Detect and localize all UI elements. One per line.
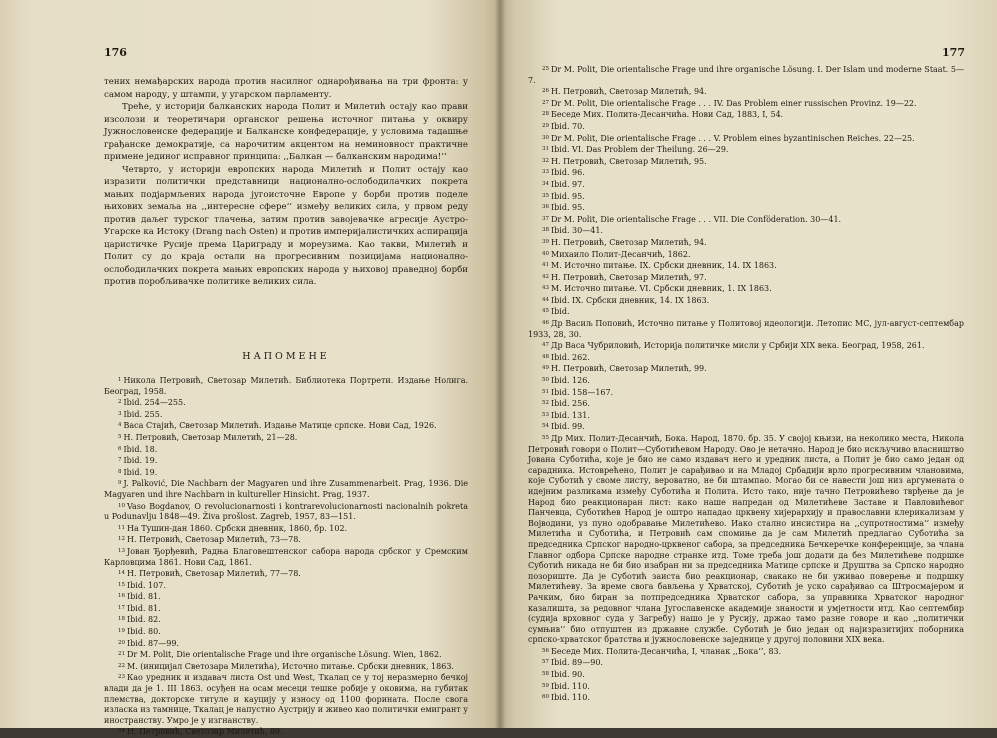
- footnote: [104, 420, 468, 432]
- footnote-number: 56: [542, 647, 549, 654]
- footnote-number: 43: [542, 285, 549, 292]
- footnote-number: 35: [542, 192, 549, 199]
- footnote: [528, 657, 964, 669]
- footnote-number: 2: [118, 399, 122, 406]
- footnote-text: Н. Петровић, Светозар Милетић, 21—28.: [123, 432, 298, 442]
- footnote: [528, 387, 964, 399]
- footnote-number: 52: [542, 400, 549, 407]
- footnote-text: М. Источно питање. IX. Србски дневник, 14. IX 1863.: [551, 261, 777, 271]
- footnote: [528, 692, 964, 704]
- footnote-number: 30: [542, 134, 549, 141]
- footnote-text: Јован Ђорђевић, Радња Благовештенског сабора народа србског у Сремским Карловцима 1861. Нови Сад, 1861.: [104, 546, 468, 567]
- footnote-text: Ibid. 19.: [123, 456, 158, 466]
- footnote-number: 53: [542, 411, 549, 418]
- footnote: [528, 433, 964, 646]
- footnote: [528, 64, 964, 86]
- footnote-number: 23: [118, 674, 125, 681]
- footnote-text: Ibid. 107.: [127, 580, 166, 590]
- footnote-text: Н. Петровић, Светозар Милетић, 94.: [551, 87, 707, 97]
- footnote-text: Н. Петровић, Светозар Милетић, 77—78.: [127, 569, 301, 579]
- footnote-text: Dr M. Polit, Die orientalische Frage . . . VII. Die Conföderation. 30—41.: [551, 214, 842, 224]
- footnote-text: Dr M. Polit, Die orientalische Frage . . . V. Problem eines byzantinischen Reiches. 22—25.: [551, 133, 915, 143]
- footnote: [104, 534, 468, 546]
- footnote-number: 29: [542, 122, 549, 129]
- footnote-number: 1: [118, 377, 122, 383]
- footnote-text: Н. Петровић, Светозар Милетић, 94.: [551, 237, 707, 247]
- footnote-text: Ibid. 126.: [551, 376, 590, 386]
- footnote-number: 16: [118, 593, 125, 600]
- footnote-number: 42: [542, 273, 549, 280]
- left-page-number: 176: [104, 46, 127, 59]
- footnote: [104, 455, 468, 467]
- footnote-number: 9: [118, 480, 122, 487]
- footnote-text: Ibid. 82.: [127, 615, 161, 625]
- footnote-text: На Тушин-дан 1860. Србски дневник, 1860, бр. 102.: [127, 523, 348, 533]
- footnote: [528, 363, 964, 375]
- footnote-text: Dr M. Polit, Die orientalische Frage . . . IV. Das Problem einer russischen Provinz. 19—22.: [551, 98, 917, 108]
- footnote: [104, 726, 468, 738]
- footnote-text: Васа Стајић, Светозар Милетић. Издање Матице српске. Нови Сад, 1926.: [123, 421, 437, 431]
- footnote-text: Др Васиљ Поповић, Источно питање у Политовој идеологији. Летопис МС, јул-август-септембар 1933, 28, 30.: [528, 319, 964, 339]
- footnote: [528, 167, 964, 179]
- footnote-number: 5: [118, 433, 122, 440]
- footnote: [528, 121, 964, 133]
- footnote-number: 33: [542, 169, 549, 176]
- footnote-text: Ibid. 18.: [123, 444, 158, 454]
- footnote-text: Ibid. 262.: [551, 352, 590, 362]
- footnote-number: 44: [542, 296, 549, 303]
- footnote-text: Ibid. 158—167.: [551, 387, 614, 397]
- footnote-number: 3: [118, 410, 122, 417]
- right-page: [500, 0, 997, 728]
- footnote: [528, 144, 964, 156]
- footnote: [104, 614, 468, 626]
- footnote: [104, 591, 468, 603]
- footnote-text: Ibid. VI. Das Problem der Theilung. 26—29.: [551, 145, 729, 155]
- footnote: [104, 546, 468, 568]
- footnote: [528, 225, 964, 237]
- footnote: [104, 467, 468, 479]
- footnote: [528, 98, 964, 110]
- footnote-number: 39: [542, 238, 549, 245]
- footnote-number: 10: [118, 502, 125, 509]
- footnote: [528, 214, 964, 226]
- footnote-number: 49: [542, 365, 549, 372]
- footnote: [528, 306, 964, 318]
- footnote: [104, 626, 468, 638]
- footnote: [528, 237, 964, 249]
- footnote: [104, 568, 468, 580]
- footnote-number: 13: [118, 547, 125, 554]
- footnote-number: 6: [118, 445, 122, 452]
- footnote-number: 60: [542, 694, 549, 701]
- footnote-text: Др Васа Чубриловић, Историја политичке мисли у Србији XIX века. Београд, 1958, 261.: [551, 341, 925, 351]
- footnote-number: 47: [542, 342, 549, 349]
- footnote: [528, 156, 964, 168]
- body-paragraph: Треће, у историји балканских народа Полит и Милетић остају као прави изсолози и теоретичари органског решења источног питања у оквиру Јужнословенске федерације и Балканске конфедерације, у условима тадашње грађанске демократије, са нарочитим акцентом на неминовност практичне примене јединог исправног принципа: ,,Балкан — балканским народима!‘‘: [104, 102, 468, 162]
- footnote-number: 24: [118, 728, 125, 735]
- footnote: [528, 398, 964, 410]
- footnote-text: Ibid. 99.: [551, 422, 585, 432]
- footnote: [528, 340, 964, 352]
- footnote-text: Михаило Полит-Десанчић, 1862.: [551, 249, 691, 259]
- body-paragraph: тених немађарских народа против насилног однарођивања на три фронта: у самом народу, у штампи, у угарском парламенту.: [104, 77, 468, 100]
- footnote: [104, 638, 468, 650]
- footnote: [528, 272, 964, 284]
- footnote-number: 18: [118, 616, 125, 623]
- footnote-text: Ibid. 110.: [551, 681, 590, 691]
- footnote-number: 58: [542, 671, 549, 678]
- footnote-text: Др Мих. Полит-Десанчић, Бока. Народ, 1870. бр. 35. У својој књизи, на неколико места, Никола Петровић говори о Полит—Суботићевом Народу. Ово је нетачно. Народ је био искључиво власништво Јована Суботића, које је био не само издавач него и уредник листа, а Полит је био само један од сарадника. Истоврећено, Полит је сарађивао и на Младој Србадији врло прогресивним члановима, које Суботић у своме листу, вероватно, не би штампао. Могао би се навести још низ аргумената о идејним разликама између Суботића и Полита. Исто тако, није тачно Петровићево тврђење да је Народ био реакционаран лист: како наше напредан од Милетићеве Заставе и Павловићевог Панчевца, Суботићев Народ је оштро нападао црквену хијерархију и православни клерикализам у Војводини, уз пуно одобравање Милетићево. Иако стално инсистира на ,,супротностима‘‘ између Милетића и Суботића, и Петровић сам спомиње да је сам Милетић предлагао Суботића за председника Српског народно-црквеног сабора, за председника Бечкеречке конференције, за члана Главног одбора Српске народне странке итд. Томе треба још додати да без Милетићеве подршке Суботић никада не би био изабран ни за председника Матице српске и Друштва за Српско народно позориште. Да је Суботић заиста био реакционар, свакако не би уживао поверење и подршку Милетићеву. За време свога бављења у Хрватској, Суботић је уско сарађивао са Штросмајером и Рачким, био биран за потпредседника Хрватског сабора, за управника Хрватског народног казалишта, за редовног члана Југославенске академије знаности и умјетности итд. Као септембир (судија врховног суда у Загребу) нашо је у Русију, држао тамо разне говоре и као ,,политички сумњив‘‘ био отпуштен из државне службе. Суботић је био један од најизразитијих поборника српско-хрватског братства и јужнословенске заједнице у другој половини XIX века.: [528, 434, 964, 645]
- footnote-number: 22: [118, 662, 125, 669]
- right-page-number: 177: [942, 46, 965, 59]
- footnote-number: 55: [542, 435, 549, 441]
- footnote: [528, 283, 964, 295]
- footnote: [104, 397, 468, 409]
- footnote-number: 15: [118, 581, 125, 588]
- footnote-text: Ibid. 256.: [551, 399, 590, 409]
- footnote-number: 17: [118, 604, 125, 611]
- right-notes-list: [528, 64, 964, 704]
- footnote-text: Ibid. 110.: [551, 693, 590, 703]
- footnote-number: 25: [542, 66, 549, 72]
- footnote-number: 4: [118, 422, 122, 429]
- footnote-text: Ibid. 87—99.: [127, 638, 179, 648]
- footnote: [528, 133, 964, 145]
- footnote: [528, 681, 964, 693]
- footnote-text: Беседе Мих. Полита-Десанчића, I, чланак ,,Бока‘‘, 83.: [551, 646, 782, 656]
- footnote-text: J. Palković, Die Nachbarn der Magyaren und ihre Zusammenarbeit. Prag, 1936. Die Magyaren und ihre Nachbarn in kultureller Hinsicht. Prag, 1937.: [104, 479, 468, 499]
- footnote: [528, 249, 964, 261]
- left-body-text: [104, 76, 468, 289]
- footnote: [104, 444, 468, 456]
- footnote-text: Ibid. 97.: [551, 179, 585, 189]
- footnote-number: 50: [542, 377, 549, 384]
- footnote: [104, 649, 468, 661]
- footnote-text: Ibid. 80.: [127, 627, 161, 637]
- footnote-text: Н. Петровић, Светозар Милетић, 99.: [551, 364, 707, 374]
- footnote: [528, 318, 964, 340]
- footnote: [528, 421, 964, 433]
- footnote-number: 27: [542, 99, 549, 106]
- footnote-number: 59: [542, 682, 549, 689]
- footnote-text: Ibid. 255.: [123, 409, 163, 419]
- footnote: [528, 669, 964, 681]
- footnote: [528, 179, 964, 191]
- footnote-text: Dr M. Polit, Die orientalische Frage und ihre organische Lösung. I. Der Islam und moderne Staat. 5—7.: [528, 65, 964, 85]
- footnote-text: Н. Петровић, Светозар Милетић, 89.: [127, 727, 283, 737]
- footnote: [104, 432, 468, 444]
- footnote-number: 46: [542, 320, 549, 327]
- footnote-number: 31: [542, 146, 549, 153]
- footnote-text: Никола Петровић, Светозар Милетић. Библиотека Портрети. Издање Нолига. Београд, 1958.: [104, 376, 468, 396]
- footnote-text: Ibid. 95.: [551, 191, 585, 201]
- footnote-text: Ibid. 95.: [551, 203, 585, 213]
- footnote-number: 57: [542, 659, 549, 666]
- footnote-text: Ibid. 131.: [551, 410, 590, 420]
- footnote: [104, 661, 468, 673]
- footnote-number: 37: [542, 215, 549, 222]
- book-gutter: [494, 0, 506, 728]
- footnote: [528, 352, 964, 364]
- footnote: [104, 478, 468, 500]
- footnote-text: Ibid. 254—255.: [123, 398, 186, 408]
- footnote: [104, 603, 468, 615]
- footnote: [528, 260, 964, 272]
- footnote-text: Ibid. 19.: [123, 467, 158, 477]
- body-paragraph: Четврто, у историји европских народа Милетић и Полит остају као изразити политички представници национално-ослободилачких покрета мањих подјармљених народа југоисточне Европе у борби против поделе њихових земаља на ,,интересне сфере‘‘ између великих сила, у првом реду против даљег турског тлачења, затим против завојевачке агресије Аустро-Угарске ка Истоку (Drang nach Osten) и против империјалистичких аспирација царистичке Русије према Цариграду и мореузима. Као такви, Милетић и Полит су до краја остали на прогресивним позицијама национално-ослободилачких покрета мањих европских народа у њиховој праведној борби против поробљивачке политике великих сила.: [104, 164, 468, 287]
- footnote-number: 51: [542, 388, 549, 395]
- footnote-number: 48: [542, 353, 549, 360]
- footnote: [528, 375, 964, 387]
- footnote-number: 36: [542, 204, 549, 211]
- footnote: [104, 375, 468, 397]
- footnote-number: 20: [118, 639, 125, 646]
- footnote-text: М. (иницијал Светозара Милетића), Источно питање. Србски дневник, 1863.: [127, 661, 454, 671]
- footnote: [528, 109, 964, 121]
- footnote-number: 54: [542, 423, 549, 430]
- footnote-number: 26: [542, 88, 549, 95]
- footnote-number: 12: [118, 536, 125, 543]
- footnote-number: 45: [542, 308, 549, 315]
- footnote-text: Ibid. 96.: [551, 168, 585, 178]
- footnote-text: Ibid.: [551, 307, 570, 317]
- footnote: [104, 580, 468, 592]
- footnote: [104, 672, 468, 726]
- footnote-number: 40: [542, 250, 549, 257]
- footnote-text: Dr M. Polit, Die orientalische Frage und ihre organische Lösung. Wien, 1862.: [127, 650, 442, 660]
- footnote-text: Vaso Bogdanov, O revolucionarnosti i kontrarevolucionarnosti nacionalnih pokreta u Podunavlju 1848—49. Živa prošlost. Zagreb, 1957, 83—151.: [104, 501, 468, 522]
- footnote-number: 41: [542, 262, 549, 269]
- footnote-text: Беседе Мих. Полита-Десанчића. Нови Сад, 1883, I, 54.: [551, 110, 784, 120]
- footnote-number: 11: [118, 524, 125, 531]
- footnote: [528, 295, 964, 307]
- footnote: [104, 501, 468, 523]
- footnote-number: 38: [542, 227, 549, 234]
- footnote-number: 8: [118, 468, 122, 475]
- footnote-text: Ibid. 81.: [127, 592, 161, 602]
- footnote-text: Ibid. IX. Србски дневник, 14. IX 1863.: [551, 295, 710, 305]
- left-notes-list: [104, 375, 468, 738]
- footnote: [104, 409, 468, 421]
- footnote-number: 14: [118, 570, 125, 577]
- footnote-text: Ibid. 90.: [551, 670, 585, 680]
- footnote-number: 34: [542, 180, 549, 187]
- footnote-text: Н. Петровић, Светозар Милетић, 97.: [551, 272, 707, 282]
- footnote: [528, 86, 964, 98]
- footnote-text: Као уредник и издавач листа Ost und West, Ткалац се у тој неразмерно бечкој влади да је 1. III 1863. осуђен на осам месеци тешке робије у оковима, на губитак племства, докторске титуле и кауцију у износу од 1100 форината. После свога изласка из тамнице, Ткалац је напустио Аустрију и живео као политички емигрант у иностранству. Умро је у изгнанству.: [104, 673, 468, 725]
- footnote-number: 7: [118, 457, 122, 464]
- footnote-number: 19: [118, 628, 125, 635]
- footnote-text: Ibid. 30—41.: [551, 226, 603, 236]
- footnote: [104, 523, 468, 535]
- footnote-text: Ibid. 89—90.: [551, 658, 603, 668]
- footnote-number: 21: [118, 651, 125, 658]
- footnote-text: Ibid. 70.: [551, 121, 585, 131]
- footnote: [528, 191, 964, 203]
- footnote-number: 32: [542, 157, 549, 164]
- notes-heading: НАПОМЕНЕ: [242, 351, 330, 362]
- footnote-text: Ibid. 81.: [127, 603, 161, 613]
- footnote-text: Н. Петровић, Светозар Милетић, 95.: [551, 156, 707, 166]
- footnote: [528, 410, 964, 422]
- footnote: [528, 646, 964, 658]
- footnote-text: Н. Петровић, Светозар Милетић, 73—78.: [127, 535, 301, 545]
- footnote-number: 28: [542, 111, 549, 118]
- footnote: [528, 202, 964, 214]
- footnote-text: М. Источно питање. VI. Србски дневник, 1. IX 1863.: [551, 284, 772, 294]
